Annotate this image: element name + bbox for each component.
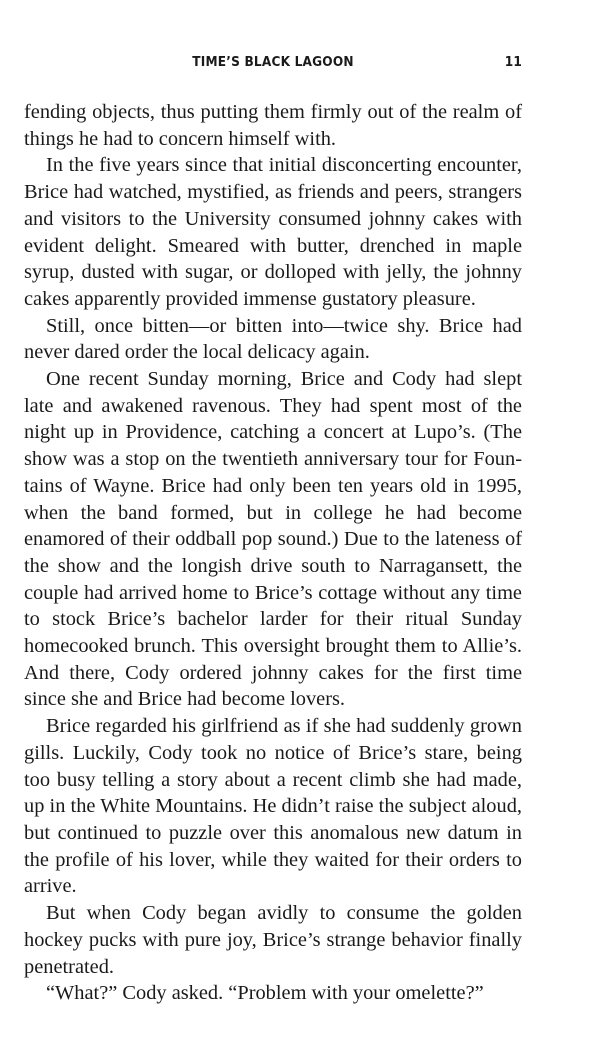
paragraph: “What?” Cody asked. “Problem with your omelette?”: [46, 982, 484, 1005]
page-number: 11: [504, 54, 522, 70]
paragraph: But when Cody began avidly to consume the golden hockey pucks with pure joy, Brice’s strange behavior finally penetrated.: [24, 902, 522, 978]
running-title: TIME’S BLACK LAGOON: [192, 54, 354, 70]
paragraph: One recent Sunday morning, Brice and Cody had slept late and awakened ravenous. They had spent most of the night up in Providence, catching a concert at Lupo’s. (The show was a stop on the twentieth anniversary tour for Fountains of Wayne. Brice had only been ten years old in 1995, when the band formed, but in college he had become enamored of their oddball pop sound.) Due to the lateness of the show and the longish drive south to Narragansett, the couple had arrived home to Brice’s cottage without any time to stock Brice’s bachelor larder for their ritual Sunday homecooked brunch. This oversight brought them to Allie’s. And there, Cody ordered johnny cakes for the first time since she and Brice had become lovers.: [24, 368, 522, 711]
paragraph: Still, once bitten—or bitten into—twice shy. Brice had never dared order the local delicacy again.: [24, 314, 522, 364]
running-head: [24, 54, 522, 72]
body-text: [24, 99, 522, 1007]
paragraph-continued: fending objects, thus putting them firmly out of the realm of things he had to concern himself with.: [24, 101, 522, 150]
paragraph: In the five years since that initial disconcerting encounter, Brice had watched, mystified, as friends and peers, strangers and visitors to the University consumed johnny cakes with evident delight. Smeared with butter, drenched in maple syrup, dusted with sugar, or dolloped with jelly, the johnny cakes apparently provided immense gustatory pleasure.: [24, 154, 522, 310]
paragraph: Brice regarded his girlfriend as if she had suddenly grown gills. Luckily, Cody took no notice of Brice’s stare, being too busy telling a story about a recent climb she had made, up in the White Mountains. He didn’t raise the subject aloud, but continued to puzzle over this anomalous new datum in the profile of his lover, while they waited for their orders to arrive.: [24, 715, 522, 898]
